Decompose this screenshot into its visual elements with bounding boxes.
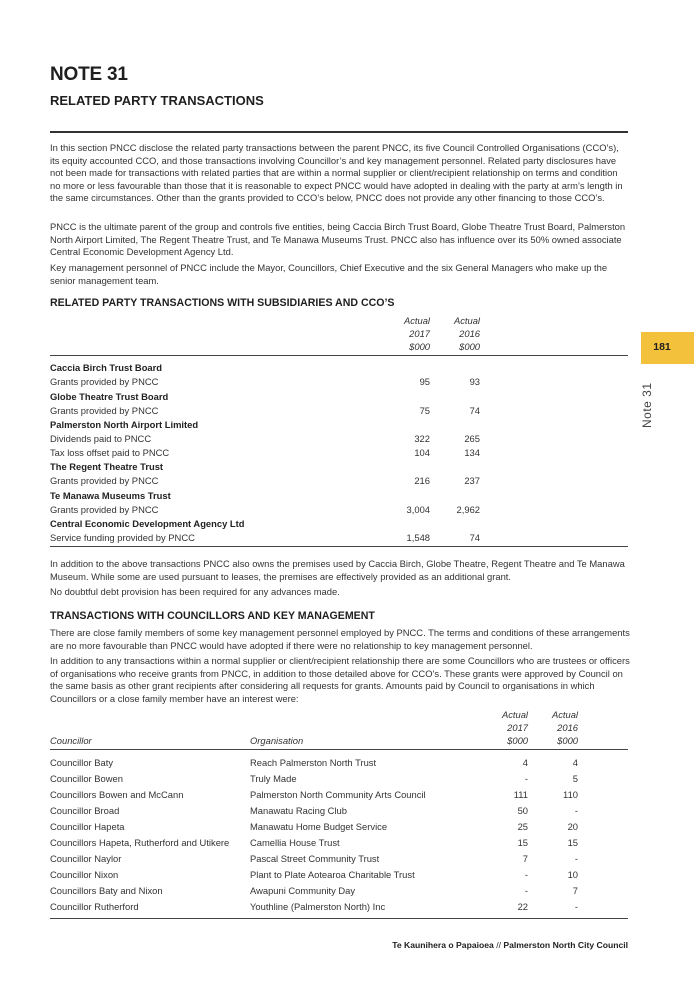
table-row: Service funding provided by PNCC 1,548 74: [50, 532, 480, 543]
organisation-col-header: Organisation: [250, 735, 304, 746]
page-number-tab: [641, 332, 694, 364]
table-row: Councillor Bowen Truly Made - 5: [50, 773, 578, 784]
table-row: Grants provided by PNCC 75 74: [50, 404, 480, 416]
entity-name: Central Economic Development Agency Ltd: [50, 518, 245, 529]
table-row: Councillor Naylor Pascal Street Community Trust 7 -: [50, 853, 578, 864]
entity-group: [50, 390, 490, 418]
subsidiaries-col-2016-header: Actual 2016 $000: [453, 315, 480, 352]
side-note-label: Note 31: [640, 382, 654, 428]
councillor-col-header: Councillor: [50, 735, 92, 746]
page-footer: [392, 940, 628, 950]
entity-group: [50, 517, 490, 545]
entity-name: Globe Theatre Trust Board: [50, 390, 169, 402]
table-row: Grants provided by PNCC 95 93: [50, 376, 480, 387]
entity-group: [50, 489, 490, 517]
councillors-heading: TRANSACTIONS WITH COUNCILLORS AND KEY MANAGEMENT: [50, 610, 375, 622]
table-row: Dividends paid to PNCC 322 265: [50, 433, 480, 444]
entity-name: Te Manawa Museums Trust: [50, 489, 171, 501]
councillors-table-top-rule: [50, 749, 628, 750]
table-row: Councillors Bowen and McCann Palmerston North Community Arts Council 111 110: [50, 789, 578, 800]
title-divider: [50, 131, 628, 133]
premises-paragraph: In addition to the above transactions PNCC also owns the premises used by Caccia Birch, Globe Theatre, Regent Theatre and Te Manawa Museum. While some are used pursuant to leases, the premises are effectively provided as an additional grant.: [50, 558, 625, 582]
subsidiaries-table: [50, 361, 490, 546]
entity-name: Palmerston North Airport Limited: [50, 419, 199, 430]
doubtful-debt-paragraph: No doubtful debt provision has been required for any advances made.: [50, 586, 340, 597]
subsidiaries-table-top-rule: [50, 355, 628, 356]
footer-org-english: Palmerston North City Council: [503, 940, 628, 950]
entity-name: The Regent Theatre Trust: [50, 461, 164, 472]
table-row: Councillor Nixon Plant to Plate Aotearoa Charitable Trust - 10: [50, 869, 578, 880]
councillors-table: [50, 755, 590, 915]
subsidiaries-col-2017-header: Actual 2017 $000: [403, 315, 430, 352]
councillors-paragraph-2: In addition to any transactions within a normal supplier or client/recipient relationship there are some Councillors who are trustees or officers of organisations who receive grants from PNCC, in addition to those detailed above for CCO’s. These grants were approved by Council on the same basis as other grant recipients after considering all requests for grants. Amounts paid by Council to organisations in which Councillors or a close family member have an interest were:: [50, 655, 630, 704]
intro-paragraph-3: Key management personnel of PNCC include the Mayor, Councillors, Chief Executive and the six General Managers who make up the senior management team.: [50, 262, 608, 286]
page-title: NOTE 31: [50, 64, 128, 85]
table-row: Councillor Hapeta Manawatu Home Budget Service 25 20: [50, 821, 578, 832]
intro-paragraph-1: In this section PNCC disclose the related party transactions between the parent PNCC, its five Council Controlled Organisations (CCO’s), its equity accounted CCO, and those transactions involving Councillor’s and key management personnel. Related party disclosures have not been made for transactions with related parties that are within a normal supplier or client/recipient relationship on terms and condition no more or less favourable than those that it is reasonable to expect PNCC would have adopted in dealing with the party at arm’s length in the same circumstances. Other than the grants provided to CCO’s below, PNCC does not provide any other financing to those CCO’s.: [50, 142, 623, 204]
table-row: Councillors Hapeta, Rutherford and Utikere Camellia House Trust 15 15: [50, 837, 578, 848]
councillors-col-2016-header: Actual 2016 $000: [551, 709, 578, 746]
councillors-paragraph-1: There are close family members of some key management personnel employed by PNCC. The terms and conditions of these arrangements are no more favourable than PNCC would have adopted if there were no relationship to key management personnel.: [50, 627, 630, 651]
footer-org-maori: Te Kaunihera o Papaioea: [392, 940, 494, 950]
table-row: Grants provided by PNCC 216 237: [50, 475, 480, 486]
entity-group: [50, 460, 490, 488]
entity-name: Caccia Birch Trust Board: [50, 362, 163, 373]
table-row: Grants provided by PNCC 3,004 2,962: [50, 503, 480, 515]
subsidiaries-table-bottom-rule: [50, 546, 628, 547]
entity-group: [50, 418, 490, 459]
table-row: Councillor Rutherford Youthline (Palmerston North) Inc 22 -: [50, 901, 578, 912]
councillors-table-bottom-rule: [50, 918, 628, 919]
page-number: 181: [653, 341, 671, 353]
table-row: Tax loss offset paid to PNCC 104 134: [50, 446, 480, 458]
subsidiaries-heading: RELATED PARTY TRANSACTIONS WITH SUBSIDIARIES AND CCO’S: [50, 297, 395, 309]
table-row: Councillor Baty Reach Palmerston North Trust 4 4: [50, 757, 578, 768]
councillors-col-2017-header: Actual 2017 $000: [501, 709, 528, 746]
page-subtitle: RELATED PARTY TRANSACTIONS: [50, 93, 264, 108]
entity-group: [50, 361, 490, 389]
intro-paragraph-2: PNCC is the ultimate parent of the group and controls five entities, being Caccia Birch Trust Board, Globe Theatre Trust Board, Palmerston North Airport Limited, The Regent Theatre Trust, and Te Manawa Museums Trust. PNCC also has influence over its 50% owned associate Central Economic Development Agency Ltd.: [50, 221, 626, 258]
table-row: Councillor Broad Manawatu Racing Club 50 -: [50, 805, 578, 816]
footer-separator: //: [493, 940, 504, 950]
table-row: Councillors Baty and Nixon Awapuni Community Day - 7: [50, 885, 578, 896]
